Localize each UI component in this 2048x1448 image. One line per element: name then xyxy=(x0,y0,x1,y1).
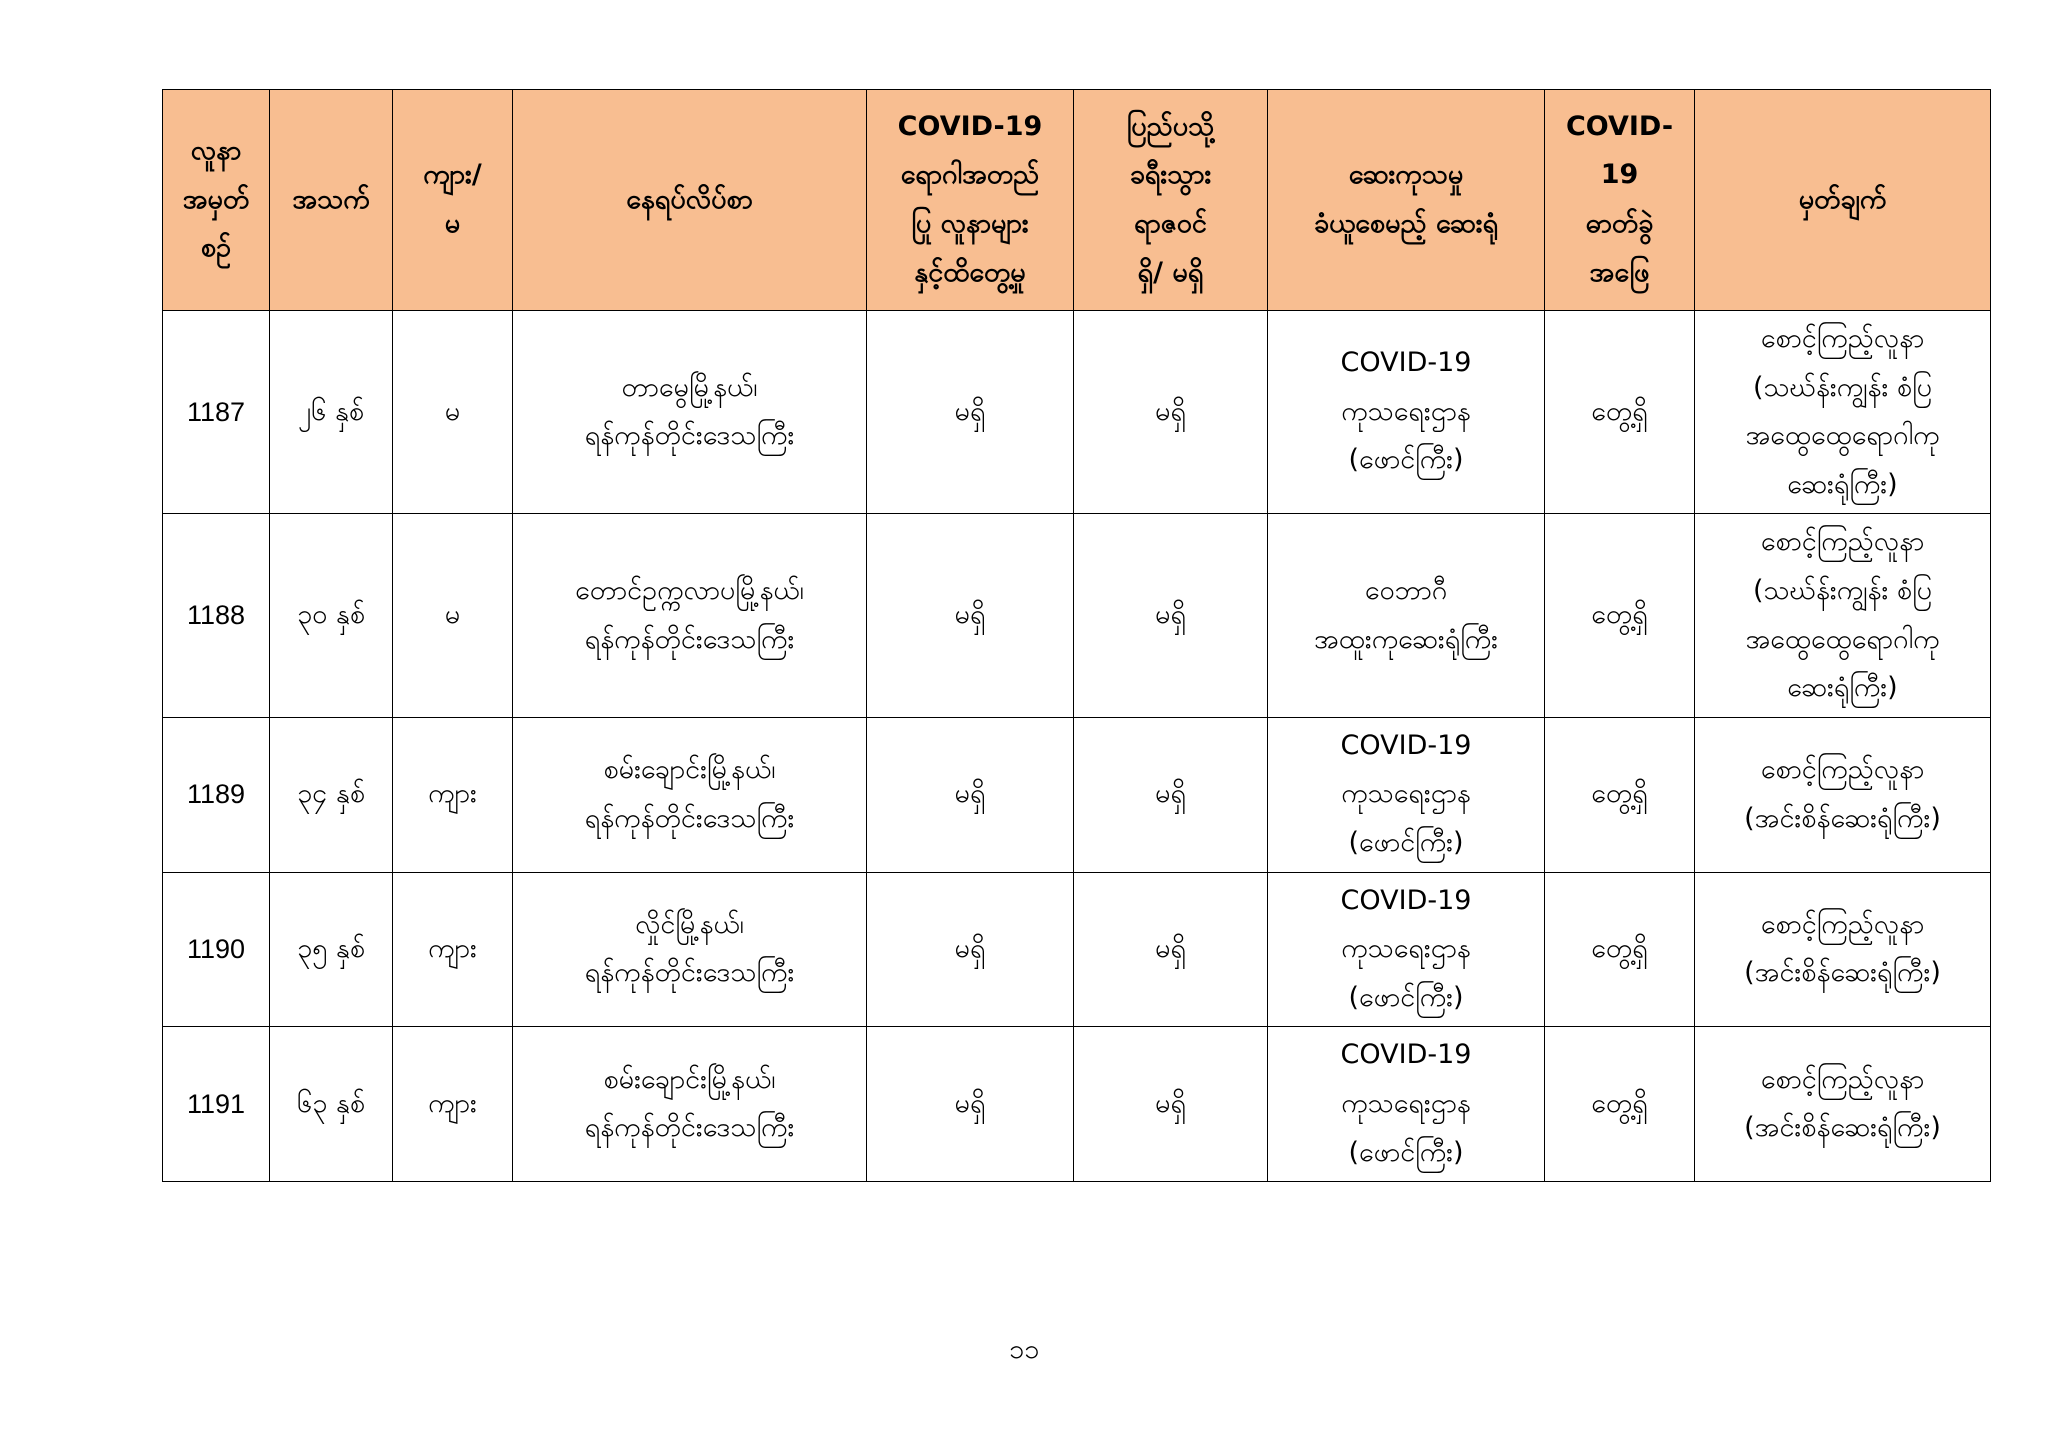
contact-cell: မရှိ xyxy=(867,717,1074,872)
case-table-container xyxy=(162,89,1990,1182)
address-cell: စမ်းချောင်းမြို့နယ်၊ ရန်ကုန်တိုင်းဒေသကြီး xyxy=(513,1027,867,1182)
header-travel-history: ပြည်ပသို့ ခရီးသွား ရာဇဝင် ရှိ/ မရှိ xyxy=(1074,90,1268,311)
contact-cell: မရှိ xyxy=(867,514,1074,717)
table-row xyxy=(163,311,1991,514)
header-case-number: လူနာ အမှတ် စဉ် xyxy=(163,90,270,311)
age-cell: ၆၃ နှစ် xyxy=(270,1027,393,1182)
header-address: နေရပ်လိပ်စာ xyxy=(513,90,867,311)
header-contact: COVID-19 ရောဂါအတည် ပြု လူနာများ နှင့်ထိတွေ့မှု xyxy=(867,90,1074,311)
table-header-row xyxy=(163,90,1991,311)
header-remark: မှတ်ချက် xyxy=(1695,90,1991,311)
travel-cell: မရှိ xyxy=(1074,311,1268,514)
sex-cell: မ xyxy=(393,514,513,717)
age-cell: ၃၀ နှစ် xyxy=(270,514,393,717)
page-number: ၁၁ xyxy=(1008,1334,1040,1365)
contact-cell: မရှိ xyxy=(867,872,1074,1027)
address-cell: လှိုင်မြို့နယ်၊ ရန်ကုန်တိုင်းဒေသကြီး xyxy=(513,872,867,1027)
travel-cell: မရှိ xyxy=(1074,1027,1268,1182)
header-age: အသက် xyxy=(270,90,393,311)
remark-cell: စောင့်ကြည့်လူနာ (သဃ်န်းကျွန်း စံပြ အထွေထွေရောဂါကု ဆေးရုံကြီး) xyxy=(1695,514,1991,717)
age-cell: ၂၆ နှစ် xyxy=(270,311,393,514)
sex-cell: ကျား xyxy=(393,717,513,872)
remark-cell: စောင့်ကြည့်လူနာ (အင်းစိန်ဆေးရုံကြီး) xyxy=(1695,717,1991,872)
header-hospital: ဆေးကုသမှု ခံယူစေမည့် ဆေးရုံ xyxy=(1268,90,1545,311)
case-number-cell: 1189 xyxy=(163,717,270,872)
case-number-cell: 1187 xyxy=(163,311,270,514)
travel-cell: မရှိ xyxy=(1074,872,1268,1027)
contact-cell: မရှိ xyxy=(867,1027,1074,1182)
age-cell: ၃၄ နှစ် xyxy=(270,717,393,872)
address-cell: စမ်းချောင်းမြို့နယ်၊ ရန်ကုန်တိုင်းဒေသကြီး xyxy=(513,717,867,872)
sex-cell: ကျား xyxy=(393,872,513,1027)
age-cell: ၃၅ နှစ် xyxy=(270,872,393,1027)
result-cell: တွေ့ရှိ xyxy=(1545,514,1695,717)
hospital-cell: COVID-19 ကုသရေးဌာန (ဖောင်ကြီး) xyxy=(1268,1027,1545,1182)
table-row xyxy=(163,514,1991,717)
case-number-cell: 1188 xyxy=(163,514,270,717)
case-number-cell: 1190 xyxy=(163,872,270,1027)
remark-cell: စောင့်ကြည့်လူနာ (သဃ်န်းကျွန်း စံပြ အထွေထွေရောဂါကု ဆေးရုံကြီး) xyxy=(1695,311,1991,514)
table-row xyxy=(163,717,1991,872)
hospital-cell: ဝေဘာဂီ အထူးကုဆေးရုံကြီး xyxy=(1268,514,1545,717)
result-cell: တွေ့ရှိ xyxy=(1545,311,1695,514)
travel-cell: မရှိ xyxy=(1074,514,1268,717)
header-sex: ကျား/ မ xyxy=(393,90,513,311)
header-lab-result: COVID- 19 ဓာတ်ခွဲ အဖြေ xyxy=(1545,90,1695,311)
travel-cell: မရှိ xyxy=(1074,717,1268,872)
hospital-cell: COVID-19 ကုသရေးဌာန (ဖောင်ကြီး) xyxy=(1268,872,1545,1027)
address-cell: တာမွေမြို့နယ်၊ ရန်ကုန်တိုင်းဒေသကြီး xyxy=(513,311,867,514)
contact-cell: မရှိ xyxy=(867,311,1074,514)
sex-cell: ကျား xyxy=(393,1027,513,1182)
hospital-cell: COVID-19 ကုသရေးဌာန (ဖောင်ကြီး) xyxy=(1268,311,1545,514)
case-number-cell: 1191 xyxy=(163,1027,270,1182)
result-cell: တွေ့ရှိ xyxy=(1545,1027,1695,1182)
hospital-cell: COVID-19 ကုသရေးဌာန (ဖောင်ကြီး) xyxy=(1268,717,1545,872)
result-cell: တွေ့ရှိ xyxy=(1545,872,1695,1027)
remark-cell: စောင့်ကြည့်လူနာ (အင်းစိန်ဆေးရုံကြီး) xyxy=(1695,1027,1991,1182)
table-row xyxy=(163,1027,1991,1182)
result-cell: တွေ့ရှိ xyxy=(1545,717,1695,872)
remark-cell: စောင့်ကြည့်လူနာ (အင်းစိန်ဆေးရုံကြီး) xyxy=(1695,872,1991,1027)
address-cell: တောင်ဥက္ကလာပမြို့နယ်၊ ရန်ကုန်တိုင်းဒေသကြီး xyxy=(513,514,867,717)
table-row xyxy=(163,872,1991,1027)
sex-cell: မ xyxy=(393,311,513,514)
covid-case-table xyxy=(162,89,1991,1182)
